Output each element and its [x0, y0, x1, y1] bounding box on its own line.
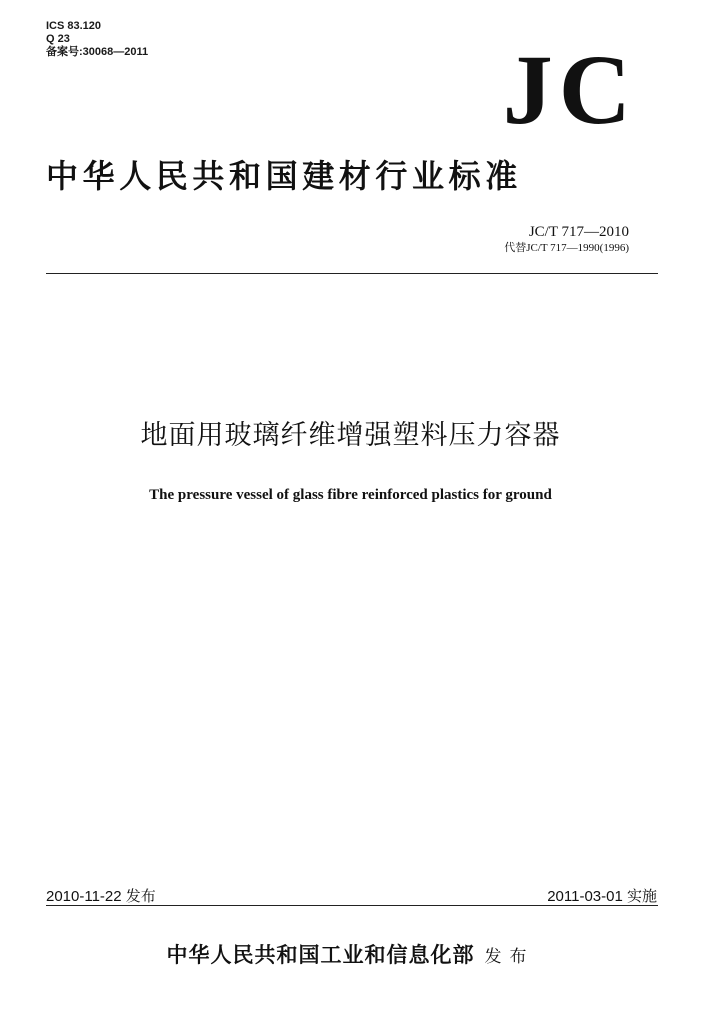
- standard-code: JC/T 717—2010: [528, 224, 629, 240]
- document-title-chinese: 地面用玻璃纤维增强塑料压力容器: [140, 420, 561, 451]
- category-code: Q 23: [46, 33, 70, 45]
- publisher-line: [0, 940, 701, 972]
- implementation-date: 2011-03-01 实施: [547, 888, 657, 905]
- jc-logo: JC: [502, 34, 637, 145]
- document-title-english: The pressure vessel of glass fibre reinforced plastics for ground: [149, 487, 552, 503]
- ics-code: ICS 83.120: [46, 20, 102, 32]
- classification-block: [46, 20, 148, 59]
- standard-number-block: [504, 224, 629, 255]
- publish-label: 发布: [484, 947, 535, 967]
- record-number: 备案号:30068—2011: [46, 46, 149, 58]
- bottom-divider: [46, 905, 658, 906]
- issuing-authority: 中华人民共和国工业和信息化部: [166, 942, 475, 967]
- replaced-standard: 代替JC/T 717—1990(1996): [504, 242, 629, 254]
- issue-date: 2010-11-22 发布: [46, 888, 156, 905]
- top-divider: [46, 273, 658, 274]
- organization-title: 中华人民共和国建材行业标准: [46, 157, 522, 195]
